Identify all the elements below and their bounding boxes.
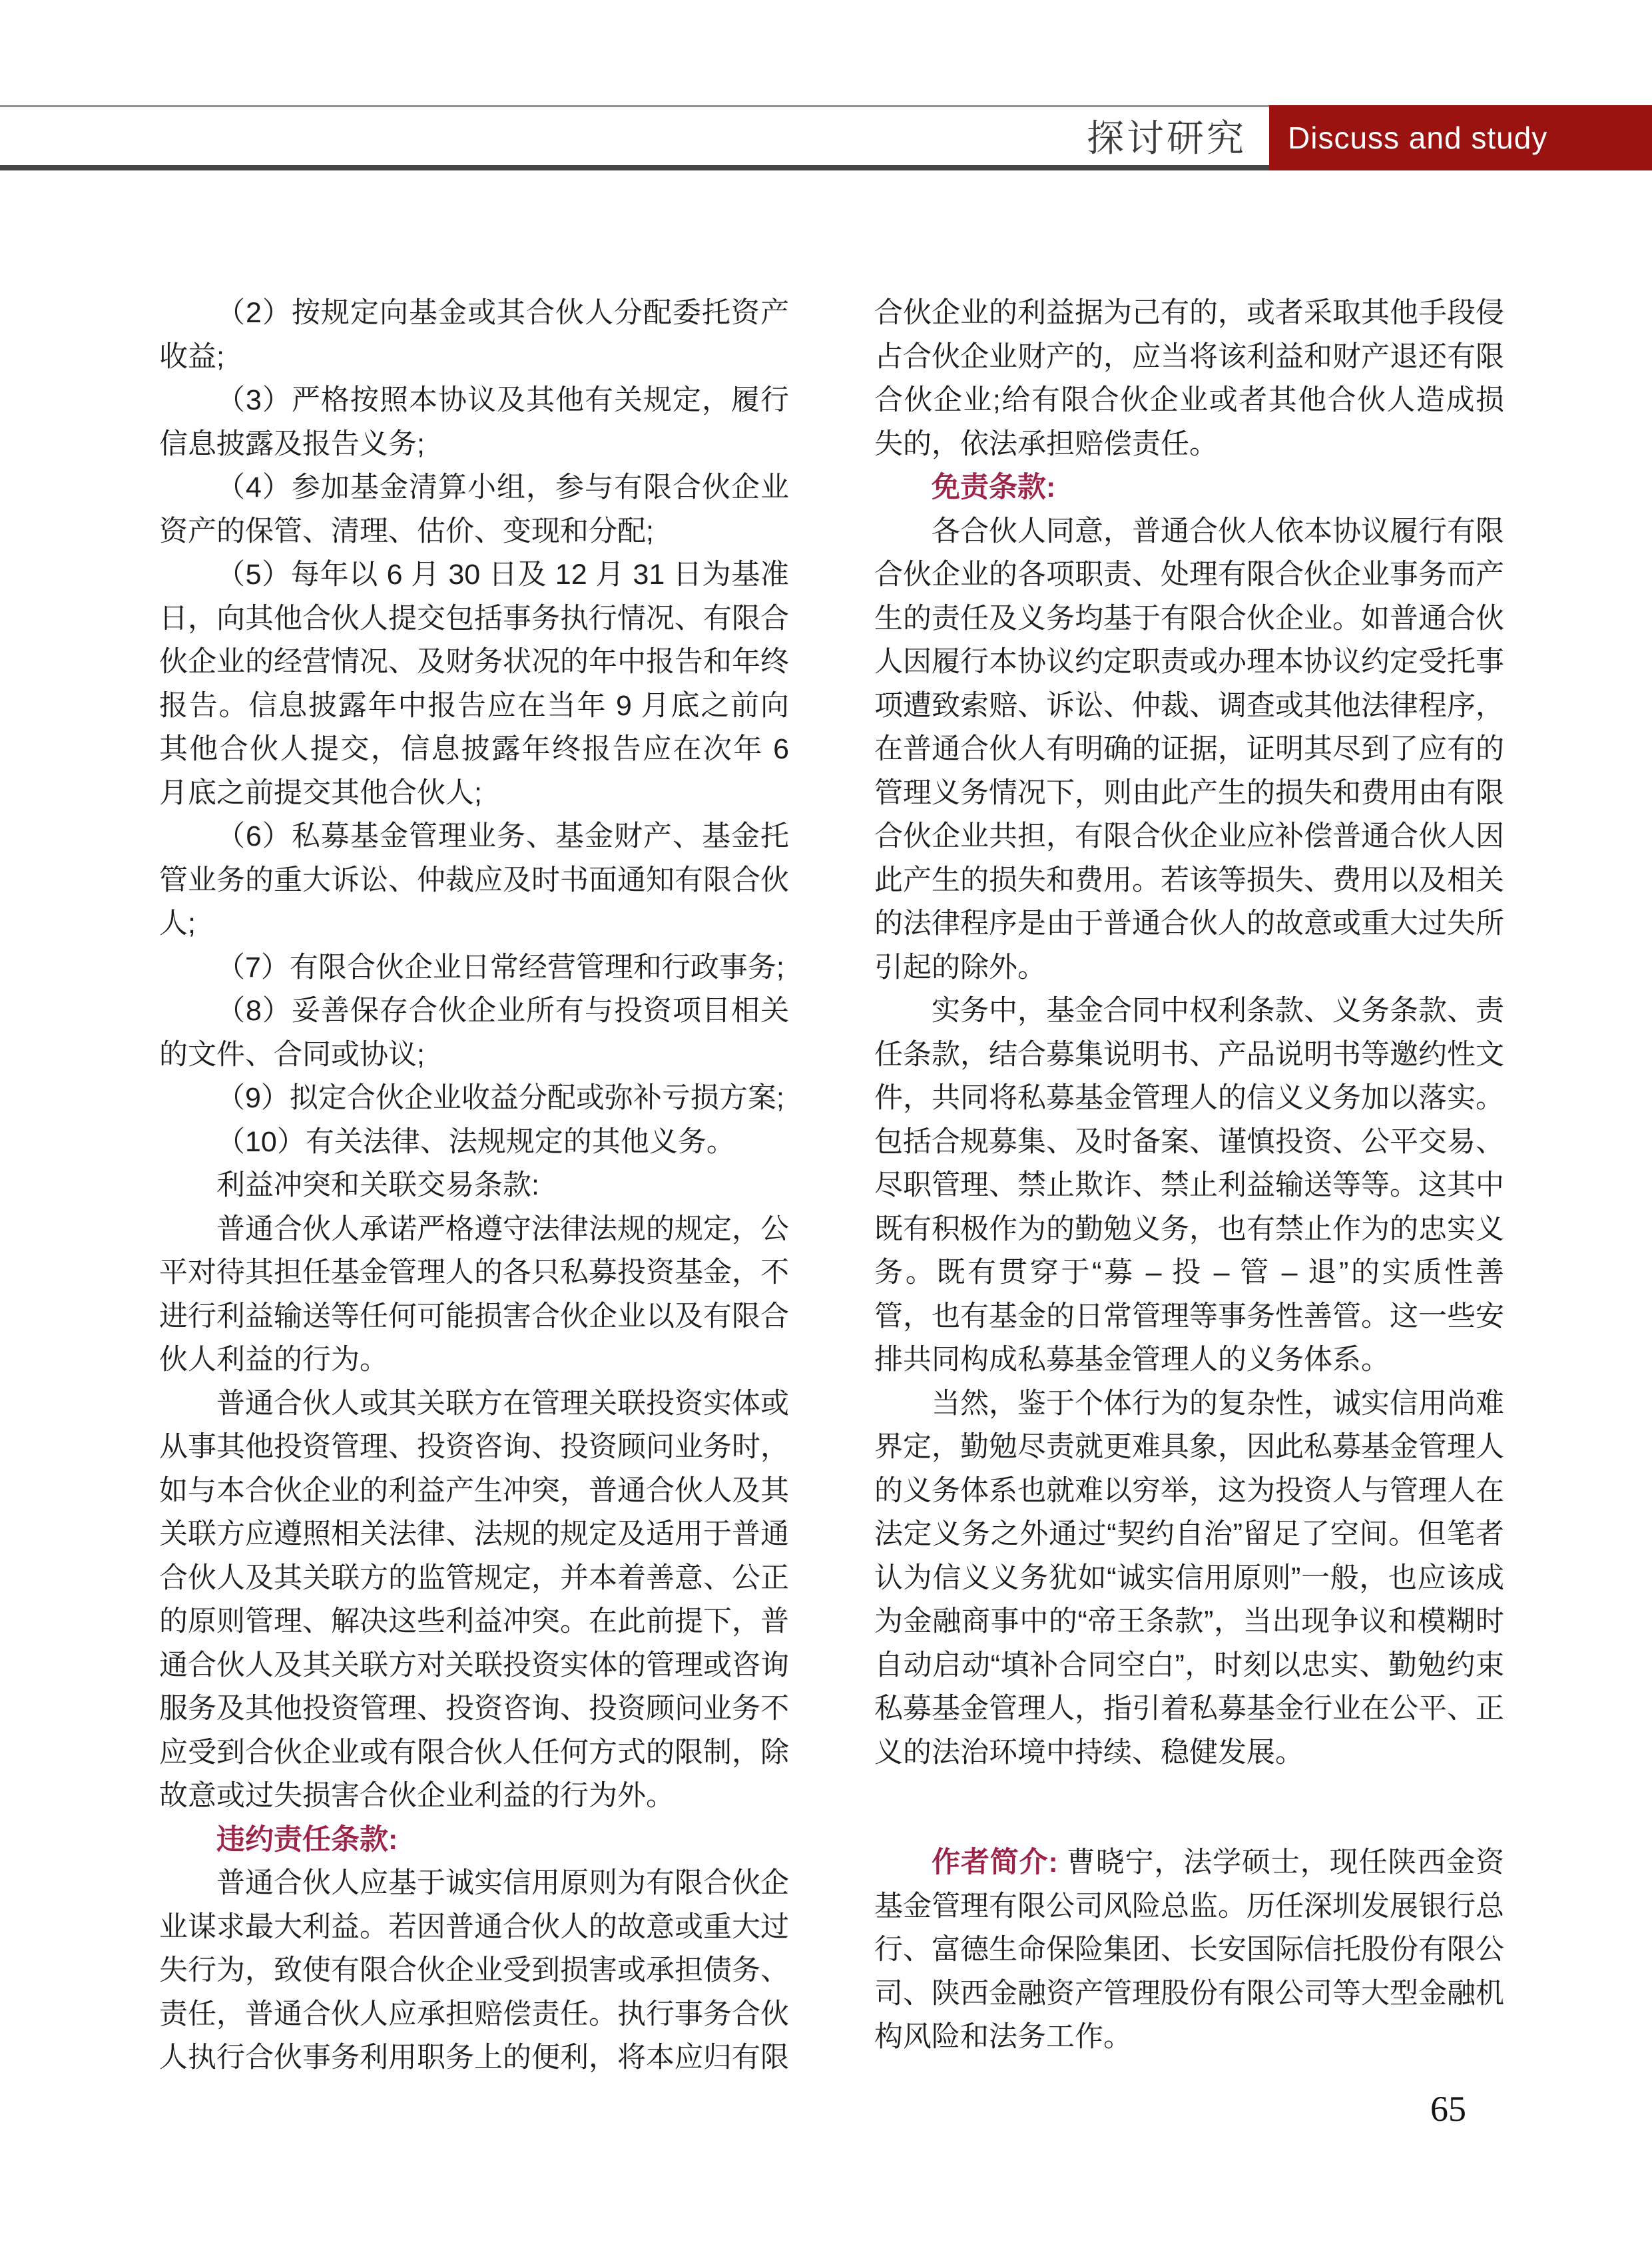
- paragraph: （6）私募基金管理业务、基金财产、基金托管业务的重大诉讼、仲裁应及时书面通知有限合伙人;: [159, 820, 789, 940]
- paragraph: 普通合伙人应基于诚实信用原则为有限合伙企业谋求最大利益。若因普通合伙人的故意或重大过失行为，致使有限合伙企业受到损害或承担债务、责任，普通合伙人应承担赔偿责任。执行事务合伙人执行合伙事务利用职务上的便利，将本应归有限: [159, 1867, 789, 2074]
- paragraph: 当然，鉴于个体行为的复杂性，诚实信用尚难界定，勤勉尽责就更难具象，因此私募基金管理人的义务体系也就难以穷举，这为投资人与管理人在法定义务之外通过“契约自治”留足了空间。但笔者认为信义义务犹如“诚实信用原则”一般，也应该成为金融商事中的“帝王条款”，当出现争议和模糊时自动启动“填补合同空白”，时刻以忠实、勤勉约束私募基金管理人，指引着私募基金行业在公平、正义的法治环境中持续、稳健发展。: [874, 1387, 1504, 1769]
- paragraph: 利益冲突和关联交易条款:: [216, 1169, 539, 1201]
- paragraph: 实务中，基金合同中权利条款、义务条款、责任条款，结合募集说明书、产品说明书等邀约性文件，共同将私募基金管理人的信义义务加以落实。包括合规募集、及时备案、谨慎投资、公平交易、尽职管理、禁止欺诈、禁止利益输送等等。这其中既有积极作为的勤勉义务，也有禁止作为的忠实义务。既有贯穿于“募 – 投 – 管 – 退”的实质性善管，也有基金的日常管理等事务性善管。这一些安排共同构成私募基金管理人的义务体系。: [874, 995, 1504, 1376]
- paragraph: 普通合伙人承诺严格遵守法律法规的规定，公平对待其担任基金管理人的各只私募投资基金，不进行利益输送等任何可能损害合伙企业以及有限合伙人利益的行为。: [159, 1213, 789, 1376]
- author-bio-label: 作者简介:: [932, 1846, 1058, 1878]
- paragraph: （4）参加基金清算小组，参与有限合伙企业资产的保管、清理、估价、变现和分配;: [159, 471, 789, 547]
- paragraph: （8）妥善保存合伙企业所有与投资项目相关的文件、合同或协议;: [159, 995, 789, 1071]
- header-rule-bottom: [0, 165, 1269, 170]
- discuss-banner: [1269, 105, 1652, 170]
- clause-heading: 免责条款:: [932, 471, 1056, 503]
- section-title-cn: 探讨研究: [1087, 117, 1246, 159]
- paragraph: （2）按规定向基金或其合伙人分配委托资产收益;: [159, 297, 789, 373]
- right-column: [874, 292, 1504, 2060]
- paragraph: （10）有关法律、法规规定的其他义务。: [216, 1125, 735, 1158]
- paragraph: （7）有限合伙企业日常经营管理和行政事务;: [216, 951, 784, 983]
- page-number: 65: [1430, 2089, 1466, 2129]
- paragraph: 各合伙人同意，普通合伙人依本协议履行有限合伙企业的各项职责、处理有限合伙企业事务而产生的责任及义务均基于有限合伙企业。如普通合伙人因履行本协议约定职责或办理本协议约定受托事项遭致索赔、诉讼、仲裁、调查或其他法律程序，在普通合伙人有明确的证据，证明其尽到了应有的管理义务情况下，则由此产生的损失和费用由有限合伙企业共担，有限合伙企业应补偿普通合伙人因此产生的损失和费用。若该等损失、费用以及相关的法律程序是由于普通合伙人的故意或重大过失所引起的除外。: [874, 515, 1504, 983]
- author-bio-text: 曹晓宁，法学硕士，现任陕西金资基金管理有限公司风险总监。历任深圳发展银行总行、富德生命保险集团、长安国际信托股份有限公司、陕西金融资产管理股份有限公司等大型金融机构风险和法务工作。: [874, 1847, 1505, 2053]
- paragraph: 合伙企业的利益据为己有的，或者采取其他手段侵占合伙企业财产的，应当将该利益和财产退还有限合伙企业;给有限合伙企业或者其他合伙人造成损失的，依法承担赔偿责任。: [874, 297, 1504, 460]
- author-bio: [874, 1841, 1504, 2060]
- paragraph: （5）每年以 6 月 30 日及 12 月 31 日为基准日，向其他合伙人提交包括事务执行情况、有限合伙企业的经营情况、及财务状况的年中报告和年终报告。信息披露年中报告应在当年 9 月底之前向其他合伙人提交，信息披露年终报告应在次年 6 月底之前提交其他合伙人;: [159, 559, 789, 809]
- section-title-en: Discuss and study: [1288, 121, 1548, 155]
- paragraph: （9）拟定合伙企业收益分配或弥补亏损方案;: [216, 1082, 784, 1114]
- header-rule-top: [0, 105, 1269, 107]
- paragraph: 普通合伙人或其关联方在管理关联投资实体或从事其他投资管理、投资咨询、投资顾问业务时，如与本合伙企业的利益产生冲突，普通合伙人及其关联方应遵照相关法律、法规的规定及适用于普通合伙人及其关联方的监管规定，并本着善意、公正的原则管理、解决这些利益冲突。在此前提下，普通合伙人及其关联方对关联投资实体的管理或咨询服务及其他投资管理、投资咨询、投资顾问业务不应受到合伙企业或有限合伙人任何方式的限制，除故意或过失损害合伙企业利益的行为外。: [159, 1387, 789, 1812]
- clause-heading: 违约责任条款:: [216, 1823, 398, 1856]
- left-column: [159, 292, 789, 2080]
- paragraph: （3）严格按照本协议及其他有关规定，履行信息披露及报告义务;: [159, 384, 789, 460]
